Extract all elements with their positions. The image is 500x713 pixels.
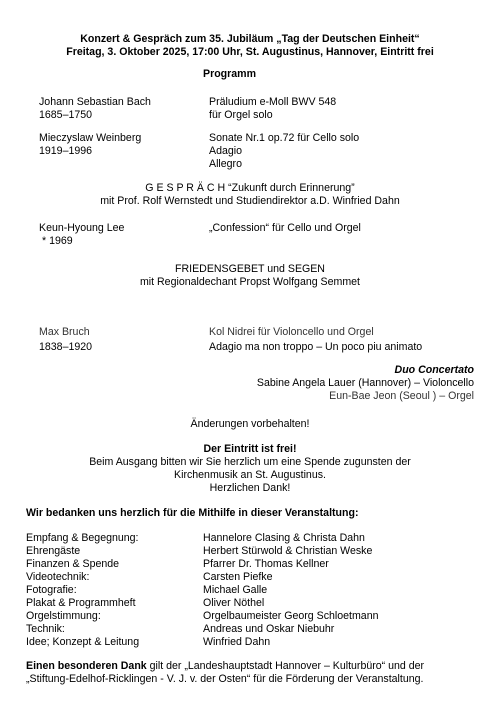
thanks-heading: Wir bedanken uns herzlich für die Mithilfe in dieser Veranstaltung: xyxy=(26,507,359,519)
work-title: Kol Nidrei für Violoncello und Orgel xyxy=(209,326,374,338)
work-title: Präludium e-Moll BWV 548 xyxy=(209,96,337,108)
composer-name: Keun-Hyoung Lee xyxy=(39,222,125,234)
gespraech-title: G E S P R Ä C H “Zukunft durch Erinnerung” xyxy=(145,182,355,194)
credit-role: Ehrengäste xyxy=(26,545,81,557)
credit-name: Pfarrer Dr. Thomas Kellner xyxy=(203,558,329,570)
friedensgebet-title: FRIEDENSGEBET und SEGEN xyxy=(175,263,325,275)
entry-text: Beim Ausgang bitten wir Sie herzlich um eine Spende zugunsten der xyxy=(89,456,411,468)
credit-role: Technik: xyxy=(26,623,65,635)
credit-name: Winfried Dahn xyxy=(203,636,271,648)
performer-organ: Eun-Bae Jeon (Seoul ) – Orgel xyxy=(329,390,474,402)
work-instrumentation: für Orgel solo xyxy=(209,109,273,121)
credit-name: Orgelbaumeister Georg Schloetmann xyxy=(203,610,379,622)
header-date-location: Freitag, 3. Oktober 2025, 17:00 Uhr, St. Augustinus, Hannover, Eintritt frei xyxy=(66,46,434,58)
special-thanks-text: gilt der „Landeshauptstadt Hannover – Kulturbüro“ und der xyxy=(146,660,425,672)
credit-name: Herbert Stürwold & Christian Weske xyxy=(203,545,373,557)
special-thanks-line2: „Stiftung-Edelhof-Ricklingen - V. J. v. der Osten“ für die Förderung der Veranstaltung. xyxy=(26,673,424,685)
friedensgebet-officiant: mit Regionaldechant Propst Wolfgang Semmet xyxy=(139,276,361,288)
credit-role: Finanzen & Spende xyxy=(26,558,120,570)
credit-name: Michael Galle xyxy=(203,584,268,596)
special-thanks xyxy=(26,660,424,673)
work-tempo: Adagio ma non troppo – Un poco piu animato xyxy=(209,341,423,353)
gespraech-guests: mit Prof. Rolf Wernstedt und Studiendirektor a.D. Winfried Dahn xyxy=(100,195,400,207)
credit-name: Andreas und Oskar Niebuhr xyxy=(203,623,335,635)
work-movement: Adagio xyxy=(209,145,242,157)
composer-years: * 1969 xyxy=(42,235,73,247)
work-title: Sonate Nr.1 op.72 für Cello solo xyxy=(209,132,360,144)
header-title: Konzert & Gespräch zum 35. Jubiläum „Tag der Deutschen Einheit“ xyxy=(80,33,420,45)
composer-name: Mieczyslaw Weinberg xyxy=(39,132,142,144)
entry-title: Der Eintritt ist frei! xyxy=(203,443,297,455)
special-thanks-bold: Einen besonderen Dank xyxy=(26,660,147,672)
credit-role: Plakat & Programmheft xyxy=(26,597,136,609)
credit-role: Empfang & Begegnung: xyxy=(26,532,139,544)
composer-years: 1685–1750 xyxy=(39,109,93,121)
composer-years: 1919–1996 xyxy=(39,145,93,157)
performer-cello: Sabine Angela Lauer (Hannover) – Violoncello xyxy=(256,377,474,389)
credit-name: Carsten Piefke xyxy=(203,571,273,583)
credit-role: Fotografie: xyxy=(26,584,77,596)
changes-notice: Änderungen vorbehalten! xyxy=(190,418,310,430)
work-title: „Confession“ für Cello und Orgel xyxy=(209,222,361,234)
entry-text: Herzlichen Dank! xyxy=(209,482,291,494)
composer-name: Max Bruch xyxy=(39,326,90,338)
programm-heading: Programm xyxy=(203,68,256,80)
composer-years: 1838–1920 xyxy=(39,341,93,353)
entry-text: Kirchenmusik an St. Augustinus. xyxy=(174,469,326,481)
credit-role: Videotechnik: xyxy=(26,571,90,583)
work-movement: Allegro xyxy=(209,158,242,170)
credit-role: Idee; Konzept & Leitung xyxy=(26,636,140,648)
credit-name: Oliver Nöthel xyxy=(203,597,265,609)
credit-role: Orgelstimmung: xyxy=(26,610,101,622)
ensemble-name: Duo Concertato xyxy=(394,364,474,376)
composer-name: Johann Sebastian Bach xyxy=(39,96,151,108)
credit-name: Hannelore Clasing & Christa Dahn xyxy=(203,532,365,544)
